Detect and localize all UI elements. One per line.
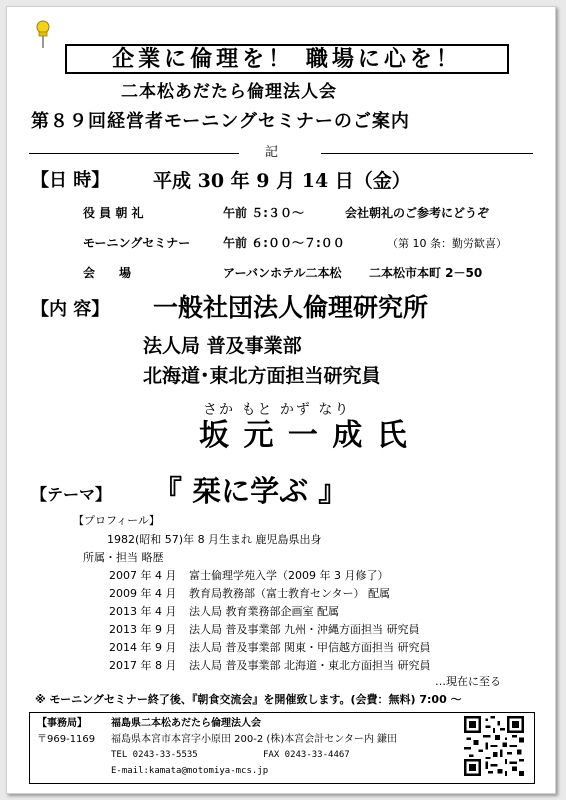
schedule-label: モーニングセミナー — [83, 236, 191, 250]
lecturer-org: 一般社団法人倫理研究所 — [153, 293, 429, 322]
date-label: 【日 時】 — [31, 170, 110, 191]
notice-breakfast: ※ モーニングセミナー終了後、『朝食交流会』を開催致します。(会費：無料) 7:00 ～ — [35, 693, 462, 706]
history-date: 2013 年 4 月 — [109, 605, 177, 618]
history-date: 2014 年 9 月 — [109, 641, 177, 654]
schedule-label: 役 員 朝 礼 — [83, 206, 144, 220]
history-date: 2007 年 4 月 — [109, 569, 177, 582]
history-desc: 法人局 普及事業部 北海道・東北方面担当 研究員 — [189, 659, 431, 672]
history-date: 2009 年 4 月 — [109, 587, 177, 600]
seminar-title: 第８９回経営者モーニングセミナーのご案内 — [31, 111, 410, 132]
history-date: 2013 年 9 月 — [109, 623, 177, 636]
ki-mark: 記 — [265, 145, 279, 160]
office-postal: 〒969-1169 — [37, 734, 96, 745]
office-label: 【事務局】 — [37, 718, 87, 729]
lecturer-name: 坂 元 一 成 氏 — [199, 418, 409, 453]
office-tel: TEL 0243-33-5535 — [111, 750, 198, 760]
date-value: 平成 30 年 9 月 14 日（金） — [153, 170, 411, 192]
qr-code — [464, 716, 524, 776]
venue-label: 会 場 — [83, 266, 132, 280]
theme-label: 【テーマ】 — [31, 485, 112, 504]
theme-title: 『 栞に学ぶ 』 — [153, 474, 348, 508]
pushpin-icon — [33, 19, 53, 49]
office-address: 福島県本宮市本宮字小原田 200-2 (株)本宮会計センター内 鎌田 — [111, 734, 397, 745]
venue-name: アーバンホテル二本松 — [223, 266, 342, 280]
office-name: 福島県二本松あだたら倫理法人会 — [111, 718, 261, 729]
office-email: E-mail:kamata@motomiya-mcs.jp — [111, 766, 269, 776]
history-desc: 法人局 普及事業部 九州・沖縄方面担当 研究員 — [189, 623, 420, 636]
profile-birth: 1982(昭和 57)年 8 月生まれ 鹿児島県出身 — [107, 533, 322, 546]
schedule-note: 会社朝礼のご参考にどうぞ — [345, 206, 490, 220]
slogan-banner: 企業に倫理を！ 職場に心を！ — [65, 44, 509, 74]
history-desc: 法人局 普及事業部 関東・甲信越方面担当 研究員 — [189, 641, 431, 654]
schedule-note: （第 10 条：勤労歓喜） — [387, 237, 507, 250]
office-fax: FAX 0243-33-4467 — [263, 750, 350, 760]
lecturer-department: 法人局 普及事業部 — [143, 335, 302, 357]
lecturer-name-ruby: さか もと かず なり — [203, 402, 351, 418]
history-heading: 所属・担当 略歴 — [83, 551, 164, 564]
org-name: 二本松あだたら倫理法人会 — [121, 82, 337, 102]
history-present: …現在に至る — [435, 675, 501, 688]
divider-right — [321, 153, 533, 154]
history-date: 2017 年 8 月 — [109, 659, 177, 672]
contact-box — [29, 712, 535, 784]
history-desc: 富士倫理学苑入学（2009 年 3 月修了） — [189, 569, 389, 582]
lecturer-position: 北海道･東北方面担当研究員 — [143, 365, 381, 387]
history-desc: 法人局 教育業務部企画室 配属 — [189, 605, 339, 618]
divider-left — [29, 153, 239, 154]
history-desc: 教育局教務部（富士教育センター） 配属 — [189, 587, 391, 600]
content-label: 【内 容】 — [31, 299, 110, 320]
profile-heading: 【プロフィール】 — [73, 514, 160, 527]
schedule-time: 午前 ５:３０～ — [223, 206, 304, 220]
schedule-time: 午前 ６:００～７:００ — [223, 236, 345, 250]
flyer-page — [6, 6, 556, 794]
venue-address: 二本松市本町 2－50 — [369, 266, 483, 280]
